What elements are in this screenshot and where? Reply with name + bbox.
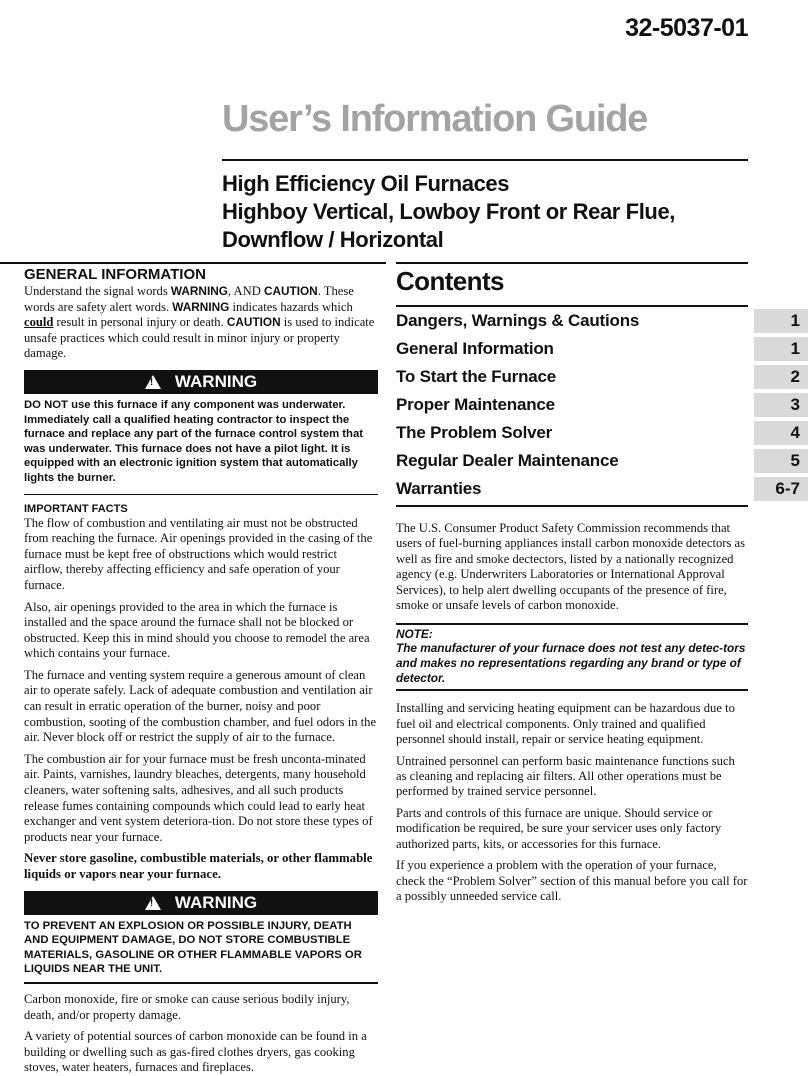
toc-page-number: 1 bbox=[754, 309, 808, 333]
toc-page-number: 1 bbox=[754, 337, 808, 361]
paragraph: Also, air openings provided to the area in which the furnace is installed and the space around the furnace shall not be blocked or obstructed. Keep this in mind should you choose to remodel the area which contains your furnace. bbox=[24, 599, 370, 661]
warning-triangle-icon: ! bbox=[145, 375, 161, 389]
text-span: result in personal injury or death. bbox=[53, 315, 227, 330]
text-span: indicates hazards which bbox=[229, 299, 353, 314]
right-column bbox=[396, 264, 800, 904]
paragraph: Parts and controls of this furnace are unique. Should service or modification be required, be sure your servicer uses only factory authorized parts, kits, or accessories for this furnace. bbox=[396, 805, 722, 851]
toc-item-label: General Information bbox=[396, 339, 554, 358]
toc-item[interactable] bbox=[396, 475, 800, 503]
subtitle-line: Highboy Vertical, Lowboy Front or Rear Flue, bbox=[222, 199, 676, 224]
toc-page-number: 6-7 bbox=[754, 477, 808, 501]
toc-item-label: To Start the Furnace bbox=[396, 367, 557, 386]
paragraph: Installing and servicing heating equipment can be hazardous due to fuel oil and electrical components. Only trained and qualified personnel should install, repair or service heating equipment. bbox=[396, 701, 735, 747]
warning-text: DO NOT use this furnace if any component was underwater. Immediately call a qualified heating contractor to inspect the furnace and replace any part of the furnace control system that was underwater. This furnace does not have a pilot light. It is equipped with an electronic ignition system that automatically lights the burner. bbox=[24, 398, 363, 484]
paragraph: The furnace and venting system require a generous amount of clean air to operate safely. Lack of adequate combustion and ventilation air can result in erratic operation of the burner, noisy and poor combustion, sooting of the combustion chamber, and fuel odors in the air. Never block off or restrict the supply of air to the furnace. bbox=[24, 667, 377, 745]
toc-item[interactable] bbox=[396, 363, 800, 391]
text-span: is used to indicate unsafe practices which could result in minor injury or property damage. bbox=[24, 315, 375, 361]
signal-word: WARNING bbox=[172, 299, 230, 314]
warning-text: TO PREVENT AN EXPLOSION OR POSSIBLE INJURY, DEATH AND EQUIPMENT DAMAGE, DO NOT STORE COMBUSTIBLE MATERIALS, GASOLINE OR OTHER FLAMMABLE VAPORS OR LIQUIDS NEAR THE UNIT. bbox=[24, 919, 362, 976]
toc-item-label: Proper Maintenance bbox=[396, 395, 555, 414]
left-column-divider bbox=[0, 262, 386, 264]
paragraph: Untrained personnel can perform basic maintenance functions such as cleaning and replacing air filters. All other operations must be performed by trained service personnel. bbox=[396, 753, 735, 799]
toc-item-label: The Problem Solver bbox=[396, 423, 553, 442]
divider bbox=[396, 505, 748, 507]
toc-page-number: 5 bbox=[754, 449, 808, 473]
signal-words-paragraph bbox=[24, 284, 378, 362]
divider bbox=[24, 494, 378, 495]
warning-banner bbox=[24, 370, 378, 394]
toc-item[interactable] bbox=[396, 447, 800, 475]
warning-triangle-icon: ! bbox=[145, 896, 161, 910]
warning-label: WARNING bbox=[174, 892, 258, 912]
toc-page-number: 4 bbox=[754, 421, 808, 445]
note-text: The manufacturer of your furnace does not test any detec-tors and makes no representations regarding any brand or type of detector. bbox=[396, 641, 746, 686]
toc-item-label: Dangers, Warnings & Cautions bbox=[396, 311, 640, 330]
note-box bbox=[396, 623, 748, 691]
paragraph: The combustion air for your furnace must be fresh unconta-minated air. Paints, varnishes, laundry bleaches, detergents, many household cleaners, water softening salts, adhesives, and all such products release fumes containing compounds which could lead to early heat exchanger and vent system deteriora-tion. Do not store these types of products near your furnace. bbox=[24, 751, 373, 844]
document-number: 32-5037-01 bbox=[625, 14, 748, 42]
divider bbox=[24, 982, 378, 984]
signal-word: CAUTION bbox=[226, 315, 281, 330]
note-title: NOTE: bbox=[396, 627, 433, 642]
toc-page-number: 2 bbox=[754, 365, 808, 389]
important-facts-heading: IMPORTANT FACTS bbox=[24, 502, 128, 515]
toc-item[interactable] bbox=[396, 335, 800, 363]
toc-item[interactable] bbox=[396, 307, 800, 335]
text-span: . These words are safety alert words. bbox=[24, 284, 354, 314]
paragraph: A variety of potential sources of carbon monoxide can be found in a building or dwelling such as gas-fired clothes dryers, gas cooking stoves, water heaters, furnaces and fireplaces. bbox=[24, 1029, 367, 1075]
subtitle-line: High Efficiency Oil Furnaces bbox=[222, 171, 510, 196]
cpsc-paragraph: The U.S. Consumer Product Safety Commission recommends that users of fuel-burning appliances install carbon monoxide detectors as well as fire and smoke dectectors, listed by a nationally recognized agency (e.g. Underwriters Laboratories or International Approval Services), to help alert dwelling occupants of the presence of fire, smoke or unsafe levels of carbon monoxide. bbox=[396, 521, 746, 613]
general-information-heading: GENERAL INFORMATION bbox=[24, 266, 206, 283]
signal-word: CAUTION bbox=[263, 284, 318, 298]
left-column bbox=[24, 266, 378, 1076]
toc-item-label: Regular Dealer Maintenance bbox=[396, 451, 619, 470]
toc-page-number: 3 bbox=[754, 393, 808, 417]
storage-warning-note: Never store gasoline, combustible materials, or other flammable liquids or vapors near your furnace. bbox=[24, 851, 373, 881]
signal-word: WARNING bbox=[170, 284, 228, 298]
title-divider bbox=[222, 159, 748, 161]
paragraph: Carbon monoxide, fire or smoke can cause serious bodily injury, death, and/or property damage. bbox=[24, 991, 350, 1022]
toc-item[interactable] bbox=[396, 419, 800, 447]
paragraph: The flow of combustion and ventilating air must not be obstructed from reaching the furnace. Air openings provided in the casing of the furnace must be kept free of obstructions which would restrict airflow, thereby affecting efficiency and safe operation of your furnace. bbox=[24, 515, 373, 592]
text-span: Understand the signal words bbox=[24, 284, 171, 298]
toc-item[interactable] bbox=[396, 391, 800, 419]
text-span: , AND bbox=[227, 284, 264, 298]
toc-item-label: Warranties bbox=[396, 479, 482, 498]
warning-banner bbox=[24, 891, 378, 915]
table-of-contents bbox=[396, 305, 800, 503]
subtitle bbox=[222, 170, 675, 254]
warning-label: WARNING bbox=[174, 371, 258, 391]
subtitle-line: Downflow / Horizontal bbox=[222, 227, 444, 252]
contents-heading: Contents bbox=[396, 266, 504, 296]
paragraph: If you experience a problem with the operation of your furnace, check the “Problem Solver” section of this manual before you call for a possibly unneeded service call. bbox=[396, 858, 748, 903]
emphasis-word: could bbox=[24, 315, 54, 330]
page-title: User’s Information Guide bbox=[222, 98, 648, 140]
